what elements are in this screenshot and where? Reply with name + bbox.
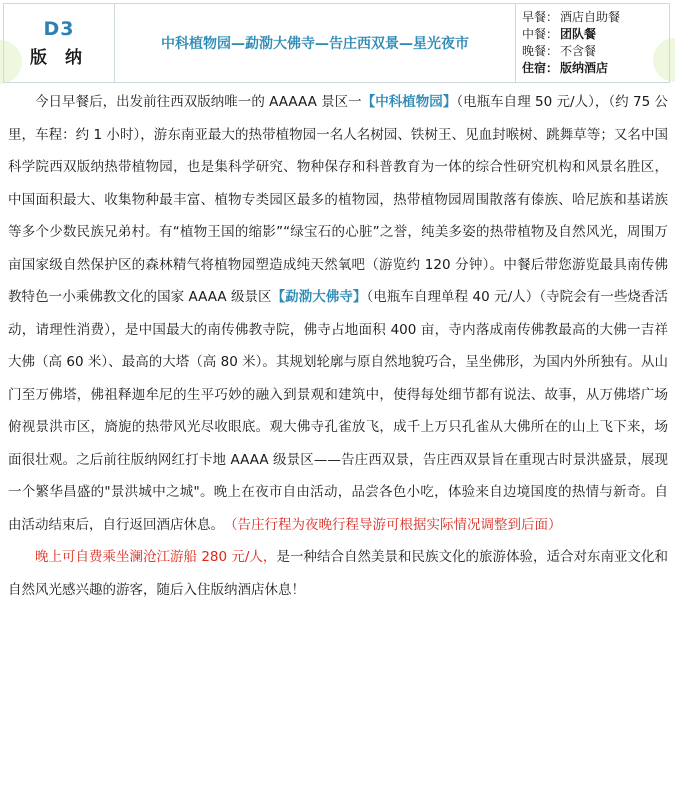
day-code: D3	[43, 17, 75, 40]
meal-value: 版纳酒店	[560, 61, 609, 75]
meal-dinner	[522, 43, 669, 60]
meal-lunch	[522, 26, 669, 43]
meal-label: 早餐：	[522, 10, 559, 24]
day-label-cell	[4, 4, 115, 83]
itinerary-body	[8, 86, 668, 606]
meal-value: 不含餐	[560, 44, 597, 58]
itinerary-paragraph-1	[8, 86, 668, 541]
route-title: 中科植物园—勐泐大佛寺—告庄西双景—星光夜市	[161, 36, 469, 52]
text-segment: （电瓶车自理单程 40 元/人）（寺院会有一些烧香活动，请理性消费），是中国最大的南传佛教寺院，佛寺占地面积 400 亩，寺内落成南传佛教最高的大佛一吉祥大佛（高 60 米）、最高的大塔（高 80 米）。其规划轮廓与原自然地貌巧合，呈坐佛形，为国内外所独有。从山门至万佛塔，佛祖释迦牟尼的生平巧妙的融入到景观和建筑中，使得每处细节都有说法、故事，从万佛塔广场俯视景洪市区，旖旎的热带风光尽收眼底。观大佛寺孔雀放飞，成千上万只孔雀从大佛所在的山上飞下来，场面很壮观。之后前往版纳网红打卡地 AAAA 级景区——告庄西双景，告庄西双景旨在重现古时景洪盛景，展现一个繁华昌盛的"景洪城中之城"。晚上在夜市自由活动，品尝各色小吃，体验来自边境国度的热情与新奇。自由活动结束后，自行返回酒店休息。	[8, 289, 669, 533]
meal-label: 晚餐：	[522, 44, 559, 58]
route-cell	[115, 4, 516, 83]
meals-cell	[516, 4, 670, 83]
meal-value: 酒店自助餐	[560, 10, 621, 24]
text-segment: 是一种结合自然美景和民族文化的旅游体验，适合对东南亚文化和自然风光感兴趣的游客，随后入住版纳酒店休息！	[8, 549, 668, 598]
meal-value: 团队餐	[560, 27, 597, 41]
optional-boat-tour: 晚上可自费乘坐澜沧江游船 280 元/人，	[35, 549, 277, 565]
text-segment: （电瓶车自理 50 元/人），（约 75 公里，车程：约 1 小时），游东南亚最大的热带植物园一名人名树园、铁树王、见血封喉树、跳舞草等；又名中国科学院西双版纳热带植物园，也是集科学研究、物种保存和科普教育为一体的综合性研究机构和风景名胜区，中国面积最大、收集物种最丰富、植物专类园区最多的植物园，热带植物园周围散落有傣族、哈尼族和基诺族等多个少数民族兄弟村。有“植物王国的缩影”“绿宝石的心脏”之誉，纯美多姿的热带植物及自然风光，周围万亩国家级自然保护区的森林精气将植物园塑造成纯天然氧吧（游览约 120 分钟）。中餐后带您游览最具南传佛教特色一小乘佛教文化的国家 AAAA 级景区	[8, 94, 668, 305]
text-segment: 今日早餐后，出发前往西双版纳唯一的 AAAAA 景区一	[35, 94, 362, 110]
highlight-menglei-temple: 【勐泐大佛寺】	[271, 289, 367, 305]
meal-lodging	[522, 60, 669, 77]
meal-label: 中餐：	[522, 27, 559, 41]
day-place: 版 纳	[30, 47, 88, 68]
meal-breakfast	[522, 9, 669, 26]
itinerary-paragraph-2	[8, 541, 668, 606]
meal-label: 住宿：	[522, 61, 559, 75]
schedule-note: （告庄行程为夜晚行程导游可根据实际情况调整到后面）	[230, 516, 562, 533]
day-header-table	[3, 3, 670, 83]
highlight-botanical-garden: 【中科植物园】	[361, 94, 457, 110]
